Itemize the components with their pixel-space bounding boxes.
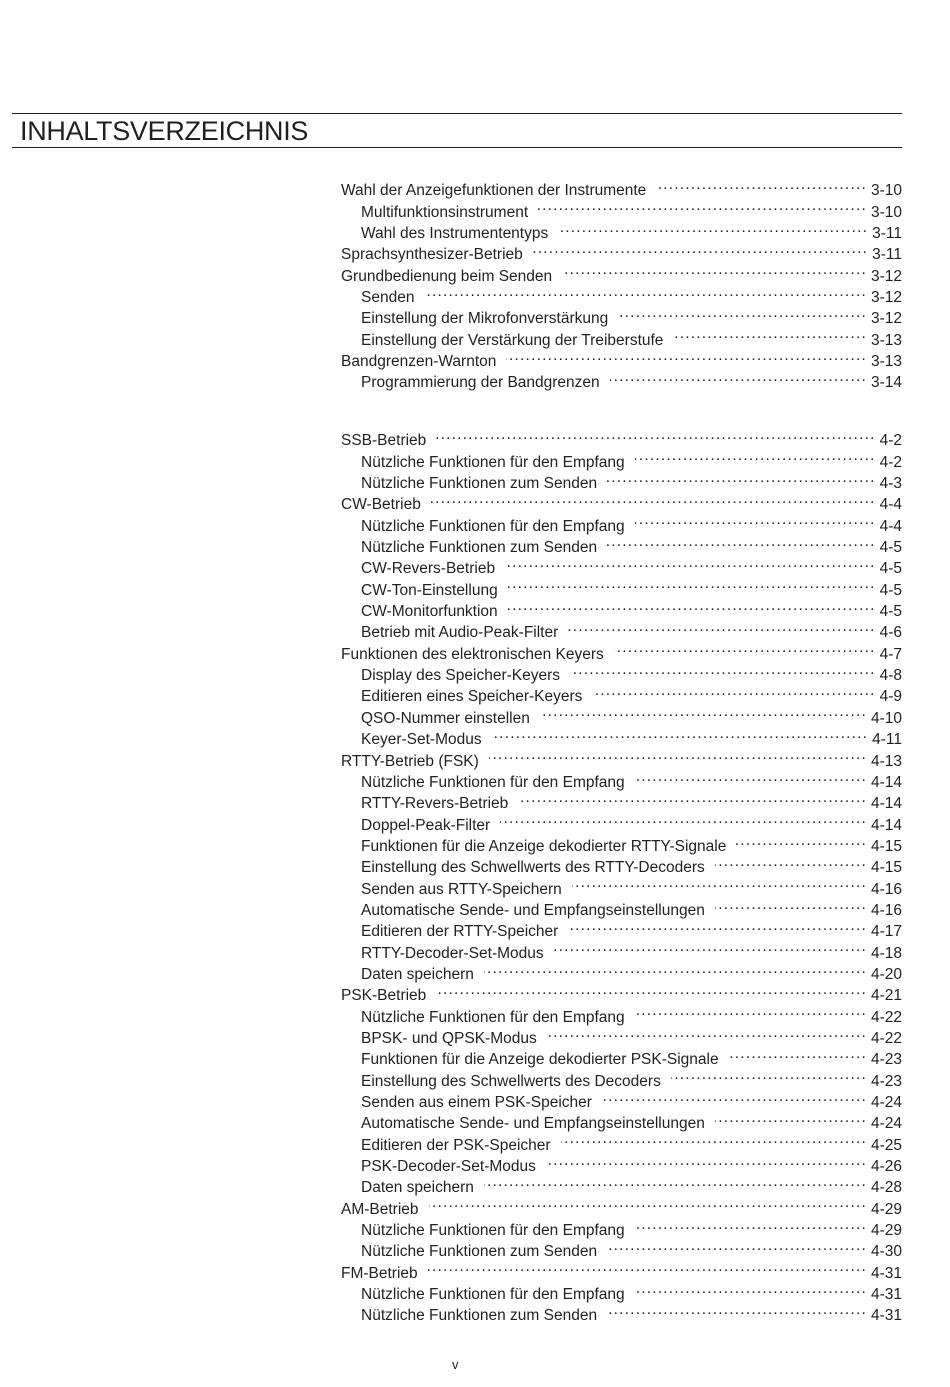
toc-entry-page: 4-5	[879, 581, 902, 599]
toc-entry-page: 4-29	[870, 1200, 902, 1218]
toc-dot-leader	[607, 531, 876, 552]
toc-entry-page: 4-15	[870, 837, 902, 855]
toc-entry-page: 4-15	[870, 859, 902, 877]
toc-dot-leader	[429, 1192, 867, 1213]
toc-entry-label: Einstellung der Mikrofonverstärkung	[361, 310, 609, 328]
toc-entry-page: 4-26	[870, 1158, 902, 1176]
header-rule-bottom	[12, 147, 902, 148]
toc-dot-leader	[635, 766, 867, 787]
toc-entry-page: 4-28	[870, 1179, 902, 1197]
toc-entry-label: Multifunktionsinstrument	[361, 203, 529, 221]
toc-entry-page: 4-3	[879, 475, 902, 493]
toc-entry-page: 3-11	[872, 246, 902, 264]
toc-entry-label: CW-Revers-Betrieb	[361, 560, 496, 578]
toc-entry-label: Einstellung der Verstärkung der Treiberstufe	[361, 331, 664, 349]
toc-dot-leader	[607, 1235, 867, 1256]
toc-dot-leader	[614, 637, 876, 658]
toc-dot-leader	[489, 744, 867, 765]
toc-entry-label: Wahl der Anzeigefunktionen der Instrumente	[341, 182, 647, 200]
toc-entry-label: Automatische Sende- und Empfangseinstellungen	[361, 901, 705, 919]
toc-dot-leader	[607, 1299, 867, 1320]
toc-entry-label: RTTY-Betrieb (FSK)	[341, 752, 479, 770]
toc-entry-label: CW-Monitorfunktion	[361, 603, 498, 621]
toc-entry-page: 4-31	[870, 1307, 902, 1325]
toc-entry-page: 4-11	[872, 731, 902, 749]
toc-dot-leader	[484, 1171, 867, 1192]
toc-dot-leader	[568, 915, 867, 936]
page-title: INHALTSVERZEICHNIS	[20, 116, 309, 146]
toc-entry-page: 4-5	[879, 539, 902, 557]
toc-entry-label: Daten speichern	[361, 965, 474, 983]
toc-dot-leader	[500, 808, 867, 829]
toc-dot-leader	[538, 195, 867, 216]
toc-dot-leader	[635, 1278, 867, 1299]
toc-dot-leader	[635, 509, 876, 530]
toc-entry-label: Grundbedienung beim Senden	[341, 267, 553, 285]
toc-entry-page: 3-12	[870, 310, 902, 328]
toc-dot-leader	[715, 1107, 867, 1128]
toc-entry-page: 4-29	[870, 1222, 902, 1240]
toc-entry-page: 4-9	[879, 688, 902, 706]
toc-dot-leader	[508, 595, 876, 616]
toc-dot-leader	[715, 894, 867, 915]
toc-entry-label: FM-Betrieb	[341, 1264, 418, 1282]
toc-entry-page: 4-16	[870, 901, 902, 919]
toc-entry-label: Nützliche Funktionen für den Empfang	[361, 1008, 625, 1026]
toc-dot-leader	[572, 872, 867, 893]
toc-entry-label: RTTY-Decoder-Set-Modus	[361, 944, 544, 962]
toc-entry-label: CW-Ton-Einstellung	[361, 581, 498, 599]
toc-entry[interactable]	[341, 174, 902, 200]
toc-entry-page: 4-14	[870, 816, 902, 834]
toc-entry-page: 4-24	[870, 1115, 902, 1133]
toc-section-2	[341, 424, 902, 1325]
toc-entry-label: Nützliche Funktionen für den Empfang	[361, 1222, 625, 1240]
toc-dot-leader	[428, 1256, 867, 1277]
page-number: v	[452, 1357, 459, 1372]
toc-entry-page: 4-8	[879, 667, 902, 685]
toc-entry-page: 3-13	[870, 331, 902, 349]
toc-entry[interactable]	[341, 424, 902, 450]
toc-entry-label: BPSK- und QPSK-Modus	[361, 1029, 537, 1047]
toc-dot-leader	[592, 680, 875, 701]
toc-entry-label: Daten speichern	[361, 1179, 474, 1197]
toc-entry-page: 4-4	[879, 517, 902, 535]
toc-entry-page: 4-22	[870, 1008, 902, 1026]
toc-entry-page: 3-14	[870, 374, 902, 392]
toc-dot-leader	[506, 345, 867, 366]
toc-entry-label: Betrieb mit Audio-Peak-Filter	[361, 624, 559, 642]
toc-entry-label: Doppel-Peak-Filter	[361, 816, 491, 834]
toc-entry-label: Einstellung des Schwellwerts des RTTY-Decoders	[361, 859, 705, 877]
toc-entry-page: 4-2	[879, 453, 902, 471]
toc-entry-label: PSK-Decoder-Set-Modus	[361, 1158, 536, 1176]
toc-dot-leader	[554, 936, 867, 957]
toc-dot-leader	[602, 1086, 867, 1107]
toc-entry-page: 4-24	[870, 1094, 902, 1111]
toc-entry-label: Display des Speicher-Keyers	[361, 667, 561, 685]
toc-dot-leader	[671, 1064, 867, 1085]
toc-entry-page: 4-14	[870, 773, 902, 791]
toc-dot-leader	[561, 1128, 867, 1149]
toc-entry-label: Wahl des Instrumententyps	[361, 225, 549, 243]
toc-dot-leader	[436, 424, 875, 445]
toc-entry-page: 4-22	[870, 1029, 902, 1047]
toc-entry-page: 4-31	[870, 1264, 902, 1282]
toc-entry-page: 3-12	[870, 289, 902, 307]
toc-dot-leader	[558, 217, 868, 238]
toc-entry-page: 4-5	[879, 560, 902, 578]
toc-dot-leader	[562, 259, 867, 280]
toc-dot-leader	[547, 1022, 867, 1043]
toc-entry-label: RTTY-Revers-Betrieb	[361, 795, 509, 813]
toc-entry-page: 4-20	[870, 965, 902, 983]
toc-entry-page: 4-10	[870, 709, 902, 727]
toc-subentry[interactable]	[341, 281, 902, 307]
toc-entry-page: 3-12	[870, 267, 902, 285]
toc-entry-label: Nützliche Funktionen zum Senden	[361, 1307, 598, 1325]
toc-entry-label: Funktionen für die Anzeige dekodierter RTTY-Signale	[361, 837, 727, 855]
toc-dot-leader	[635, 1214, 867, 1235]
toc-dot-leader	[424, 281, 867, 302]
toc-entry-page: 3-10	[870, 182, 902, 200]
toc-dot-leader	[635, 445, 876, 466]
toc-dot-leader	[673, 323, 867, 344]
toc-dot-leader	[431, 488, 876, 509]
toc-dot-leader	[570, 659, 876, 680]
toc-dot-leader	[518, 787, 867, 808]
toc-entry-label: Automatische Sende- und Empfangseinstellungen	[361, 1115, 705, 1133]
toc-dot-leader	[505, 552, 876, 573]
toc-dot-leader	[656, 174, 867, 195]
toc-entry-label: Funktionen für die Anzeige dekodierter PSK-Signale	[361, 1051, 719, 1069]
toc-entry-label: CW-Betrieb	[341, 496, 421, 514]
toc-entry-label: AM-Betrieb	[341, 1200, 419, 1218]
toc-dot-leader	[546, 1150, 867, 1171]
toc-entry-label: Senden	[361, 289, 415, 307]
toc-entry-page: 4-21	[870, 987, 902, 1005]
toc-entry-page: 3-10	[870, 203, 902, 221]
toc-entry-page: 4-16	[870, 880, 902, 898]
toc-entry-label: Editieren der PSK-Speicher	[361, 1136, 551, 1154]
toc-entry-label: Sprachsynthesizer-Betrieb	[341, 246, 523, 264]
toc-entry-page: 4-4	[879, 496, 902, 514]
toc-entry-page: 4-13	[870, 752, 902, 770]
toc-entry-label: Nützliche Funktionen für den Empfang	[361, 517, 625, 535]
toc-entry-page: 4-7	[879, 645, 902, 663]
toc-entry-page: 4-6	[879, 624, 902, 642]
toc-entry-page: 4-2	[879, 432, 902, 450]
toc-subentry[interactable]	[341, 302, 902, 328]
toc-entry-page: 4-31	[870, 1286, 902, 1304]
toc-entry-label: Editieren eines Speicher-Keyers	[361, 688, 583, 706]
toc-entry-label: Programmierung der Bandgrenzen	[361, 374, 600, 392]
toc-dot-leader	[436, 979, 867, 1000]
toc-dot-leader	[729, 1043, 867, 1064]
toc-entry-label: Nützliche Funktionen für den Empfang	[361, 773, 625, 791]
toc-dot-leader	[568, 616, 875, 637]
toc-entry-label: Nützliche Funktionen zum Senden	[361, 1243, 598, 1261]
toc-entry-page: 4-5	[879, 603, 902, 621]
toc-entry-page: 4-14	[870, 795, 902, 813]
toc-section-1	[341, 174, 902, 392]
toc-entry-page: 3-11	[872, 225, 902, 243]
toc-entry-label: Senden aus RTTY-Speichern	[361, 880, 562, 898]
toc-entry-page: 4-23	[870, 1072, 902, 1090]
toc-entry-label: SSB-Betrieb	[341, 432, 427, 450]
toc-dot-leader	[635, 1000, 867, 1021]
toc-dot-leader	[540, 701, 867, 722]
toc-entry-page: 4-18	[870, 944, 902, 962]
toc-dot-leader	[618, 302, 867, 323]
toc-entry-label: Funktionen des elektronischen Keyers	[341, 645, 604, 663]
toc-entry-page: 4-17	[870, 923, 902, 941]
toc-dot-leader	[492, 723, 869, 744]
toc-entry-label: Senden aus einem PSK-Speicher	[361, 1094, 592, 1111]
toc-dot-leader	[715, 851, 867, 872]
toc-entry-label: QSO-Nummer einstellen	[361, 709, 530, 727]
toc-dot-leader	[610, 366, 867, 387]
toc-entry-label: Bandgrenzen-Warnton	[341, 353, 497, 371]
toc-entry-label: Nützliche Funktionen zum Senden	[361, 539, 598, 557]
toc-entry-label: Nützliche Funktionen zum Senden	[361, 475, 598, 493]
toc-dot-leader	[533, 238, 868, 259]
toc-entry-label: Einstellung des Schwellwerts des Decoders	[361, 1072, 661, 1090]
toc-entry-page: 4-25	[870, 1136, 902, 1154]
toc-entry-label: Nützliche Funktionen für den Empfang	[361, 453, 625, 471]
toc-entry-label: Nützliche Funktionen für den Empfang	[361, 1286, 625, 1304]
toc-dot-leader	[736, 830, 867, 851]
toc-dot-leader	[484, 958, 867, 979]
toc-entry-label: Keyer-Set-Modus	[361, 731, 482, 749]
toc-entry-label: Editieren der RTTY-Speicher	[361, 923, 559, 941]
toc-entry-page: 3-13	[870, 353, 902, 371]
toc-entry-label: PSK-Betrieb	[341, 987, 427, 1005]
toc-entry-page: 4-30	[870, 1243, 902, 1261]
toc-dot-leader	[508, 573, 876, 594]
toc-entry-page: 4-23	[870, 1051, 902, 1069]
toc-dot-leader	[607, 467, 876, 488]
